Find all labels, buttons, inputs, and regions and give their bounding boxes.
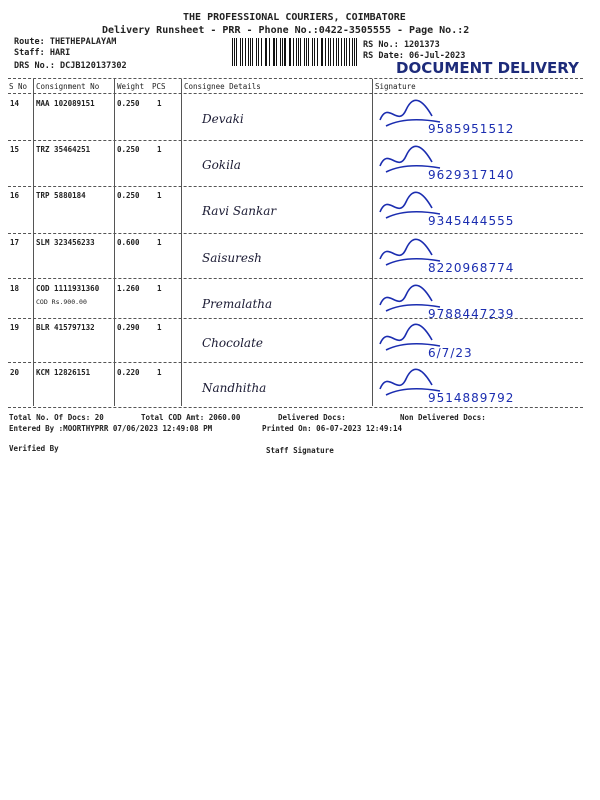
row-cod: COD Rs.900.00 (36, 298, 87, 306)
row-sno: 19 (10, 323, 20, 332)
consignee-name: Gokila (202, 158, 241, 172)
barcode-bar (232, 38, 233, 66)
recipient-phone: 9345444555 (428, 214, 515, 228)
rs-date: RS Date: 06-Jul-2023 (363, 51, 466, 61)
col-signature: Signature (375, 82, 416, 91)
row-sno: 16 (10, 191, 20, 200)
staff-signature: Staff Signature (266, 446, 334, 455)
printed-on: Printed On: 06-07-2023 12:49:14 (262, 424, 402, 433)
runsheet-subtitle: Delivery Runsheet - PRR - Phone No.:0422-3505555 - Page No.:2 (102, 25, 470, 36)
barcode-bar (336, 38, 337, 66)
non-delivered-docs: Non Delivered Docs: (400, 413, 486, 422)
row-divider (8, 140, 583, 141)
row-consignment: TRZ 35464251 (36, 145, 91, 154)
recipient-signature (376, 98, 446, 132)
rs-number: RS No.: 1201373 (363, 40, 440, 50)
recipient-signature (376, 322, 446, 356)
barcode-bar (322, 38, 323, 66)
row-weight: 0.290 (117, 323, 140, 332)
row-pcs: 1 (157, 99, 162, 108)
col-weight: Weight (117, 82, 145, 91)
total-docs: Total No. Of Docs: 20 (9, 413, 104, 422)
barcode-bar (276, 38, 277, 66)
barcode-bar (290, 38, 291, 66)
row-consignment: KCM 12826151 (36, 368, 91, 377)
delivered-docs: Delivered Docs: (278, 413, 346, 422)
row-consignment: TRP 5880184 (36, 191, 86, 200)
row-consignment: BLR 415797132 (36, 323, 95, 332)
document-delivery-stamp: DOCUMENT DELIVERY (396, 59, 579, 77)
row-pcs: 1 (157, 191, 162, 200)
col-sno: S No (9, 82, 28, 91)
consignee-name: Chocolate (202, 336, 263, 350)
row-sno: 14 (10, 99, 20, 108)
total-cod: Total COD Amt: 2060.00 (141, 413, 241, 422)
recipient-phone: 9788447239 (428, 307, 515, 321)
row-pcs: 1 (157, 368, 162, 377)
recipient-signature (376, 283, 446, 317)
recipient-signature (376, 144, 446, 178)
barcode-bar (284, 38, 285, 66)
recipient-phone: 9629317140 (428, 168, 515, 182)
row-pcs: 1 (157, 323, 162, 332)
row-divider (8, 233, 583, 234)
recipient-phone: 8220968774 (428, 261, 515, 275)
row-weight: 0.250 (117, 99, 140, 108)
row-consignment: COD 1111931360 (36, 284, 100, 293)
recipient-phone: 9514889792 (428, 391, 515, 405)
row-pcs: 1 (157, 145, 162, 154)
consignee-name: Premalatha (202, 297, 273, 311)
company-title: THE PROFESSIONAL COURIERS, COIMBATORE (183, 12, 406, 23)
row-divider (8, 362, 583, 363)
barcode-bar (304, 38, 305, 66)
barcode-bar (330, 38, 331, 66)
row-sno: 17 (10, 238, 20, 247)
row-weight: 1.260 (117, 284, 140, 293)
row-sno: 18 (10, 284, 20, 293)
row-sno: 15 (10, 145, 20, 154)
table-top-rule (8, 78, 583, 79)
row-weight: 0.220 (117, 368, 140, 377)
row-weight: 0.250 (117, 191, 140, 200)
row-pcs: 1 (157, 284, 162, 293)
barcode-bar (349, 38, 350, 66)
barcode-bar (252, 38, 253, 66)
barcode-bar (312, 38, 313, 66)
consignee-name: Devaki (202, 112, 244, 126)
recipient-signature (376, 237, 446, 271)
consignee-name: Saisuresh (202, 251, 262, 265)
barcode-bar (240, 38, 241, 66)
entered-by: Entered By :MOORTHYPRR 07/06/2023 12:49:08 PM (9, 424, 213, 433)
barcode-bar (344, 38, 345, 66)
recipient-signature (376, 190, 446, 224)
barcode (232, 38, 360, 66)
row-weight: 0.250 (117, 145, 140, 154)
recipient-phone: 9585951512 (428, 122, 515, 136)
verified-by: Verified By (9, 444, 59, 453)
column-divider (33, 79, 34, 406)
consignee-name: Ravi Sankar (202, 204, 277, 218)
row-divider (8, 318, 583, 319)
row-weight: 0.600 (117, 238, 140, 247)
table-header-rule (8, 93, 583, 94)
column-divider (114, 79, 115, 406)
consignee-name: Nandhitha (202, 381, 267, 395)
barcode-bar (261, 38, 262, 66)
table-bottom-rule (8, 407, 583, 408)
row-consignment: MAA 102089151 (36, 99, 95, 108)
row-divider (8, 278, 583, 279)
barcode-bar (314, 38, 315, 66)
col-consignee: Consignee Details (184, 82, 261, 91)
row-consignment: SLM 323456233 (36, 238, 95, 247)
barcode-bar (242, 38, 243, 66)
column-divider (181, 79, 182, 406)
staff-label: Staff: HARI (14, 48, 71, 58)
column-divider (372, 79, 373, 406)
route-label: Route: THETHEPALAYAM (14, 37, 117, 47)
row-divider (8, 186, 583, 187)
barcode-bar (300, 38, 301, 66)
col-pcs: PCS (152, 82, 166, 91)
barcode-bar (256, 38, 257, 66)
row-pcs: 1 (157, 238, 162, 247)
drs-number: DRS No.: DCJB120137302 (14, 61, 127, 71)
recipient-signature (376, 367, 446, 401)
recipient-phone: 6/7/23 (428, 346, 473, 360)
row-sno: 20 (10, 368, 20, 377)
col-consignment: Consignment No (36, 82, 100, 91)
barcode-bar (269, 38, 270, 66)
